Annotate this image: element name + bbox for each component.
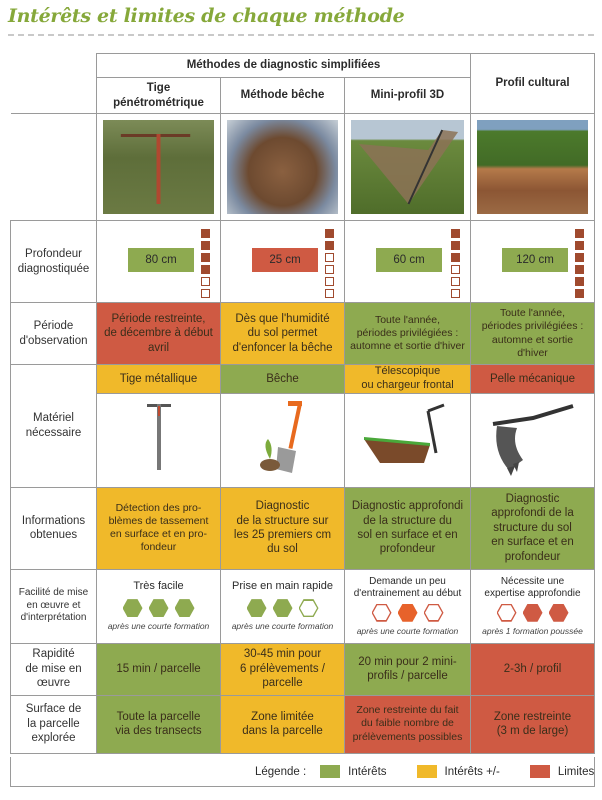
depth-gauge [451,229,460,298]
row-label-materiel: Matériel nécessaire [11,365,97,488]
depth-value: 80 cm [128,248,194,272]
depth-level-filled [451,241,460,250]
rapidite-cell-3: 20 min pour 2 mini- profils / parcelle [345,643,471,695]
depth-level-filled [575,241,584,250]
hexagon-outline-icon [299,599,319,617]
surface-cell-1: Toute la parcelle via des transects [97,695,221,753]
header-group: Méthodes de diagnostic simplifiées [97,54,471,78]
soil-profile-photo [477,120,588,214]
metal-rod-icon [139,398,179,478]
facilite-note: après une courte formation [356,625,459,636]
photo-cell-3 [345,114,471,221]
facilite-note: après une courte formation [107,621,210,632]
depth-cell-1 [97,221,221,303]
periode-cell-1: Période restreinte, de décembre à début avril [97,303,221,365]
hexagon-filled-icon [549,604,569,622]
difficulty-rating [97,599,220,617]
facilite-text: Demande un peu d'entrainement au début [353,575,462,600]
rapidite-cell-4: 2-3h / profil [471,643,595,695]
rapidite-cell-1: 15 min / parcelle [97,643,221,695]
header-col-3: Mini-profil 3D [345,78,471,114]
facilite-text: Très facile [133,580,184,593]
row-label-profondeur: Profondeur diagnostiquée [11,221,97,303]
surface-cell-2: Zone limitée dans la parcelle [221,695,345,753]
depth-cell-3 [345,221,471,303]
periode-cell-4: Toute l'année, périodes privilégiées : automne et sortie d'hiver [471,303,595,365]
facilite-note: après une courte formation [231,621,334,632]
depth-level-filled [451,229,460,238]
periode-cell-2: Dès que l'humidité du sol permet d'enfoncer la bêche [221,303,345,365]
depth-level-filled [201,229,210,238]
depth-level-filled [325,241,334,250]
corner-blank [11,54,97,114]
hexagon-filled-icon [123,599,143,617]
excavator-bucket-icon [483,400,583,476]
depth-cell-2 [221,221,345,303]
legend-swatch-red [530,765,550,778]
facilite-cell-2 [221,569,345,643]
depth-cell-4 [471,221,595,303]
depth-level-filled [575,277,584,286]
legend-swatch-yellow [417,765,437,778]
header-col-4: Profil cultural [471,54,595,114]
materiel-cell-2: Bêche [221,365,345,394]
hexagon-outline-icon [497,604,517,622]
depth-level-empty [325,253,334,262]
legend-item-limites: Limites [557,765,595,778]
facilite-cell-1 [97,569,221,643]
facilite-text: Nécessite une expertise approfondie [484,575,581,600]
hexagon-outline-icon [424,604,444,622]
hexagon-filled-icon [149,599,169,617]
depth-gauge [201,229,210,298]
hexagon-filled-icon [273,599,293,617]
header-col-1: Tige pénétrométrique [97,78,221,114]
page-title: Intérêts et limites de chaque méthode [8,5,405,27]
depth-level-empty [325,289,334,298]
info-cell-4: Diagnostic approfondi de la structure du sol en surface et en profondeur [471,487,595,569]
depth-gauge [325,229,334,298]
depth-level-filled [451,253,460,262]
loader-bucket-icon [358,403,458,473]
depth-level-filled [575,265,584,274]
rapidite-cell-2: 30-45 min pour 6 prélèvements / parcelle [221,643,345,695]
difficulty-rating [345,604,470,622]
materiel-cell-3: Télescopique ou chargeur frontal [345,365,471,394]
depth-level-filled [325,229,334,238]
depth-value: 60 cm [376,248,442,272]
mini-profile-photo [351,120,464,214]
tool-cell-1 [97,393,221,487]
header-col-2: Méthode bêche [221,78,345,114]
hexagon-filled-icon [247,599,267,617]
legend-title: Légende : [255,765,307,778]
facilite-text: Prise en main rapide [232,580,333,593]
depth-level-filled [201,253,210,262]
periode-cell-3: Toute l'année, périodes privilégiées : automne et sortie d'hiver [345,303,471,365]
tool-cell-3 [345,393,471,487]
photo-cell-1 [97,114,221,221]
depth-level-filled [201,241,210,250]
depth-value: 25 cm [252,248,318,272]
tool-cell-4 [471,393,595,487]
depth-value: 120 cm [502,248,568,272]
penetrometer-photo [103,120,214,214]
legend-item-interets: Intérêts [348,765,387,778]
facilite-cell-3 [345,569,471,643]
depth-level-filled [575,289,584,298]
depth-level-empty [325,277,334,286]
row-label-informations: Informations obtenues [11,487,97,569]
legend [255,765,594,778]
difficulty-rating [221,599,344,617]
difficulty-rating [471,604,594,622]
depth-level-empty [451,289,460,298]
legend-swatch-green [320,765,340,778]
spade-icon [248,397,318,479]
photo-cell-4 [471,114,595,221]
depth-level-filled [575,253,584,262]
row-label-facilite: Facilité de mise en œuvre et d'interprétation [11,569,97,643]
facilite-note: après 1 formation poussée [482,625,583,636]
row-label-periode: Période d'observation [11,303,97,365]
materiel-cell-1: Tige métallique [97,365,221,394]
hexagon-filled-icon [398,604,418,622]
depth-level-empty [201,277,210,286]
depth-level-empty [325,265,334,274]
title-divider [8,34,594,36]
depth-gauge [575,229,584,298]
depth-level-empty [451,277,460,286]
comparison-table [10,53,595,754]
hexagon-filled-icon [175,599,195,617]
depth-level-empty [201,289,210,298]
depth-level-filled [201,265,210,274]
photo-cell-2 [221,114,345,221]
info-cell-2: Diagnostic de la structure sur les 25 premiers cm du sol [221,487,345,569]
hexagon-filled-icon [523,604,543,622]
materiel-cell-4: Pelle mécanique [471,365,595,394]
row-label-rapidite: Rapidité de mise en œuvre [11,643,97,695]
surface-cell-3: Zone restreinte du fait du faible nombre de prélèvements possibles [345,695,471,753]
row-label-surface: Surface de la parcelle explorée [11,695,97,753]
info-cell-1: Détection des pro- blèmes de tassement en surface et en pro- fondeur [97,487,221,569]
depth-level-empty [451,265,460,274]
legend-item-interets-mixed: Intérêts +/- [444,765,500,778]
hexagon-outline-icon [372,604,392,622]
surface-cell-4: Zone restreinte (3 m de large) [471,695,595,753]
facilite-cell-4 [471,569,595,643]
spade-soil-block-photo [227,120,338,214]
info-cell-3: Diagnostic approfondi de la structure du sol en surface et en profondeur [345,487,471,569]
depth-level-filled [575,229,584,238]
tool-cell-2 [221,393,345,487]
